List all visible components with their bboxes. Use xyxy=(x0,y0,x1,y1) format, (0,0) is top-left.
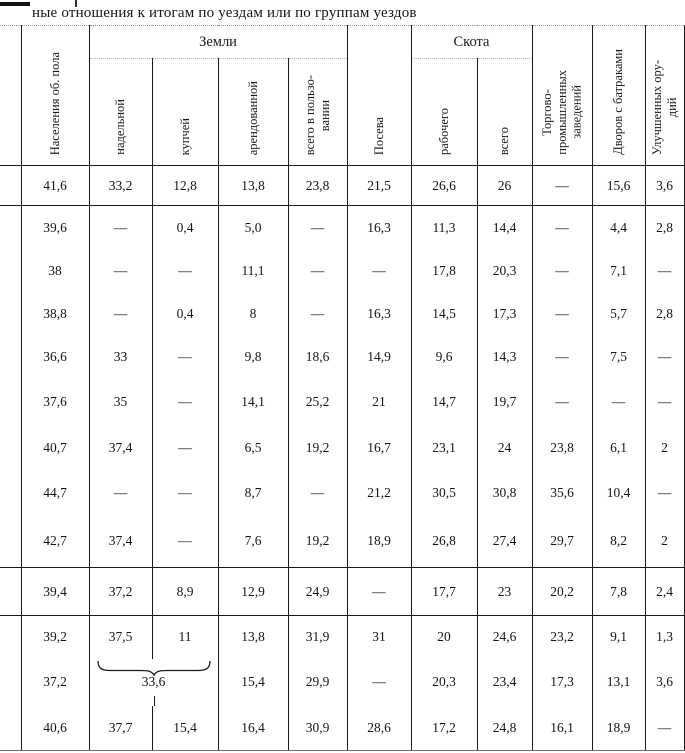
table-cell: 17,2 xyxy=(411,706,477,751)
table-cell: 17,3 xyxy=(532,659,592,706)
table-cell: 12,8 xyxy=(152,166,218,206)
table-cell: 24,9 xyxy=(288,568,347,616)
table-cell-value: 33,6 xyxy=(141,674,166,689)
table-cell: 24 xyxy=(477,425,532,471)
table-cell: 5,0 xyxy=(218,206,288,250)
table-cell: 44,7 xyxy=(21,471,89,515)
table-cell: 11 xyxy=(152,616,218,659)
table-cell: 20,3 xyxy=(477,250,532,293)
table-cell: 8,2 xyxy=(592,515,645,568)
table-cell: 14,5 xyxy=(411,293,477,336)
column-header-uluchshennykh xyxy=(645,26,684,166)
table-cell: 37,7 xyxy=(89,706,152,751)
table-cell: 37,2 xyxy=(21,659,89,706)
table-cell: 40,7 xyxy=(21,425,89,471)
table-cell: 6,5 xyxy=(218,425,288,471)
spacer-cell xyxy=(0,568,21,616)
table-cell: — xyxy=(645,706,684,751)
table-row xyxy=(0,425,684,471)
table-cell: 21,2 xyxy=(347,471,411,515)
table-cell: 17,7 xyxy=(411,568,477,616)
table-cell: 16,3 xyxy=(347,293,411,336)
table-cell: 7,5 xyxy=(592,336,645,379)
table-cell: 7,1 xyxy=(592,250,645,293)
column-header-label: рабочего xyxy=(436,108,451,155)
table-cell: 27,4 xyxy=(477,515,532,568)
table-row xyxy=(0,379,684,425)
table-cell: — xyxy=(532,379,592,425)
table-cell: 21,5 xyxy=(347,166,411,206)
table-cell: — xyxy=(532,293,592,336)
column-header-label: Торгово- промышленных заведений xyxy=(539,70,584,155)
table-cell: 39,6 xyxy=(21,206,89,250)
table-cell: 24,8 xyxy=(477,706,532,751)
table-cell: 30,9 xyxy=(288,706,347,751)
table-cell: 30,5 xyxy=(411,471,477,515)
table-row xyxy=(0,659,684,706)
table-row xyxy=(0,616,684,659)
table-cell: 13,8 xyxy=(218,616,288,659)
table-cell: — xyxy=(89,293,152,336)
table-row xyxy=(0,471,684,515)
column-header-vsego-skota xyxy=(477,59,532,166)
table-cell: 8,7 xyxy=(218,471,288,515)
table-cell: — xyxy=(152,250,218,293)
spacer-cell xyxy=(0,515,21,568)
table-cell: — xyxy=(347,250,411,293)
table-cell: 19,2 xyxy=(288,425,347,471)
table-cell: 2,8 xyxy=(645,293,684,336)
table-cell: 16,3 xyxy=(347,206,411,250)
table-cell: 4,4 xyxy=(592,206,645,250)
column-header-nadelnoy xyxy=(89,59,152,166)
table-cell: 2,4 xyxy=(645,568,684,616)
spacer-cell xyxy=(0,250,21,293)
table-cell: 35 xyxy=(89,379,152,425)
table-header xyxy=(0,26,684,166)
table-cell: — xyxy=(645,336,684,379)
table-cell: 20,3 xyxy=(411,659,477,706)
page-title: ные отношения к итогам по уездам или по группам уездов xyxy=(32,5,417,21)
table-cell: 13,8 xyxy=(218,166,288,206)
table-cell: 29,7 xyxy=(532,515,592,568)
table-cell: 18,9 xyxy=(347,515,411,568)
column-group-header: Скота xyxy=(411,26,532,59)
table-cell: 30,8 xyxy=(477,471,532,515)
table-cell: — xyxy=(288,471,347,515)
table-cell: 14,1 xyxy=(218,379,288,425)
table-cell: 16,4 xyxy=(218,706,288,751)
table-row xyxy=(0,293,684,336)
column-header-label: арендованной xyxy=(245,80,260,155)
spacer-cell xyxy=(0,706,21,751)
table-cell: — xyxy=(532,336,592,379)
table-cell: 3,6 xyxy=(645,166,684,206)
table-cell: — xyxy=(645,471,684,515)
table-cell: 20 xyxy=(411,616,477,659)
spacer-cell xyxy=(0,293,21,336)
table-row xyxy=(0,250,684,293)
table-cell: 31 xyxy=(347,616,411,659)
header-group-row xyxy=(0,26,684,59)
table-cell: 15,4 xyxy=(152,706,218,751)
table-row xyxy=(0,515,684,568)
divider-stub xyxy=(154,696,155,706)
table-cell: 17,8 xyxy=(411,250,477,293)
scan-artifact-bar xyxy=(0,2,30,6)
table-cell: — xyxy=(89,250,152,293)
spacer-cell xyxy=(0,659,21,706)
table-cell: 26,8 xyxy=(411,515,477,568)
table-cell: 0,4 xyxy=(152,293,218,336)
spacer-cell xyxy=(0,471,21,515)
table-cell: 14,7 xyxy=(411,379,477,425)
table-cell: 8,9 xyxy=(152,568,218,616)
table-cell: 18,6 xyxy=(288,336,347,379)
table-cell: 0,4 xyxy=(152,206,218,250)
table-cell: — xyxy=(592,379,645,425)
table-cell: — xyxy=(532,250,592,293)
table-cell: 8 xyxy=(218,293,288,336)
table-cell: — xyxy=(89,206,152,250)
table-cell: 18,9 xyxy=(592,706,645,751)
spacer-cell xyxy=(0,206,21,250)
table-cell: — xyxy=(347,568,411,616)
table-cell: 10,4 xyxy=(592,471,645,515)
column-header-label: Улучшенных ору- дий xyxy=(649,59,679,155)
statistics-table xyxy=(0,25,685,751)
table-cell: 29,9 xyxy=(288,659,347,706)
table-cell: 23,4 xyxy=(477,659,532,706)
table-cell: 2,8 xyxy=(645,206,684,250)
table-cell: 7,6 xyxy=(218,515,288,568)
table-cell: 40,6 xyxy=(21,706,89,751)
table-cell: 12,9 xyxy=(218,568,288,616)
table-cell: — xyxy=(532,166,592,206)
spacer-cell xyxy=(0,166,21,206)
table-cell: — xyxy=(347,659,411,706)
table-row xyxy=(0,206,684,250)
table-cell: 33 xyxy=(89,336,152,379)
table-cell: — xyxy=(532,206,592,250)
table-cell: 7,8 xyxy=(592,568,645,616)
column-header-arendovannoy xyxy=(218,59,288,166)
column-header-label: всего в пользо- вании xyxy=(302,74,332,155)
table-row xyxy=(0,166,684,206)
table-cell: — xyxy=(288,250,347,293)
table-cell: 19,2 xyxy=(288,515,347,568)
table-cell: 19,7 xyxy=(477,379,532,425)
column-group-header: Земли xyxy=(89,26,347,59)
table-cell: 11,1 xyxy=(218,250,288,293)
table-cell: 17,3 xyxy=(477,293,532,336)
table-cell: — xyxy=(152,425,218,471)
table-cell: — xyxy=(645,250,684,293)
table-cell: 14,4 xyxy=(477,206,532,250)
table-cell: 23 xyxy=(477,568,532,616)
table-cell: — xyxy=(288,206,347,250)
column-header-label: купчей xyxy=(177,117,192,155)
table-cell: 37,5 xyxy=(89,616,152,659)
table-cell: — xyxy=(152,471,218,515)
spacer-cell xyxy=(0,425,21,471)
table-cell: 26 xyxy=(477,166,532,206)
table-cell: 16,7 xyxy=(347,425,411,471)
column-header-naseleniya xyxy=(21,26,89,166)
table-cell: 39,4 xyxy=(21,568,89,616)
table-cell: 23,2 xyxy=(532,616,592,659)
table-cell: 23,8 xyxy=(532,425,592,471)
column-header-rabochego xyxy=(411,59,477,166)
table-cell: 14,3 xyxy=(477,336,532,379)
table-cell: 24,6 xyxy=(477,616,532,659)
table-cell: 20,2 xyxy=(532,568,592,616)
table-cell: — xyxy=(89,471,152,515)
table-cell: 38,8 xyxy=(21,293,89,336)
table-cell: 15,4 xyxy=(218,659,288,706)
table-cell: 41,6 xyxy=(21,166,89,206)
column-header-spacer xyxy=(0,26,21,166)
column-header-label: Населения об. пола xyxy=(47,51,62,155)
table-cell: 11,3 xyxy=(411,206,477,250)
table-cell: 3,6 xyxy=(645,659,684,706)
merged-cell xyxy=(89,659,218,706)
table-cell: 36,6 xyxy=(21,336,89,379)
table-cell: 31,9 xyxy=(288,616,347,659)
spacer-cell xyxy=(0,379,21,425)
table-cell: — xyxy=(645,379,684,425)
column-header-kupchey xyxy=(152,59,218,166)
table-row xyxy=(0,706,684,751)
column-header-poseva xyxy=(347,26,411,166)
column-header-label: Посева xyxy=(371,116,386,155)
table-cell: 42,7 xyxy=(21,515,89,568)
spacer-cell xyxy=(0,336,21,379)
table-cell: 9,6 xyxy=(411,336,477,379)
table-cell: 28,6 xyxy=(347,706,411,751)
table-cell: 23,8 xyxy=(288,166,347,206)
table-cell: 9,8 xyxy=(218,336,288,379)
table-cell: 37,4 xyxy=(89,515,152,568)
table-cell: 5,7 xyxy=(592,293,645,336)
table-cell: 21 xyxy=(347,379,411,425)
table-cell: 2 xyxy=(645,425,684,471)
spacer-cell xyxy=(0,616,21,659)
table-cell: 15,6 xyxy=(592,166,645,206)
table-cell: 14,9 xyxy=(347,336,411,379)
table-cell: — xyxy=(152,515,218,568)
table-body xyxy=(0,166,684,751)
column-header-label: надельной xyxy=(113,99,128,155)
table-cell: — xyxy=(288,293,347,336)
table-cell: 35,6 xyxy=(532,471,592,515)
table-cell: 2 xyxy=(645,515,684,568)
table-cell: 37,2 xyxy=(89,568,152,616)
table-cell: 39,2 xyxy=(21,616,89,659)
table-cell: 1,3 xyxy=(645,616,684,659)
table-row xyxy=(0,568,684,616)
table-cell: 25,2 xyxy=(288,379,347,425)
column-header-label: Дворов с батраками xyxy=(611,49,626,155)
table-cell: 37,6 xyxy=(21,379,89,425)
table-cell: 38 xyxy=(21,250,89,293)
table-cell: — xyxy=(152,336,218,379)
column-header-dvorov xyxy=(592,26,645,166)
table-cell: — xyxy=(152,379,218,425)
table-cell: 16,1 xyxy=(532,706,592,751)
table-cell: 23,1 xyxy=(411,425,477,471)
table-cell: 33,2 xyxy=(89,166,152,206)
table-cell: 6,1 xyxy=(592,425,645,471)
table-cell: 37,4 xyxy=(89,425,152,471)
table-cell: 9,1 xyxy=(592,616,645,659)
column-header-label: всего xyxy=(497,126,512,155)
column-header-torgovo xyxy=(532,26,592,166)
table-cell: 26,6 xyxy=(411,166,477,206)
column-header-vsego-v-polzovanii xyxy=(288,59,347,166)
table-row xyxy=(0,336,684,379)
table-cell: 13,1 xyxy=(592,659,645,706)
